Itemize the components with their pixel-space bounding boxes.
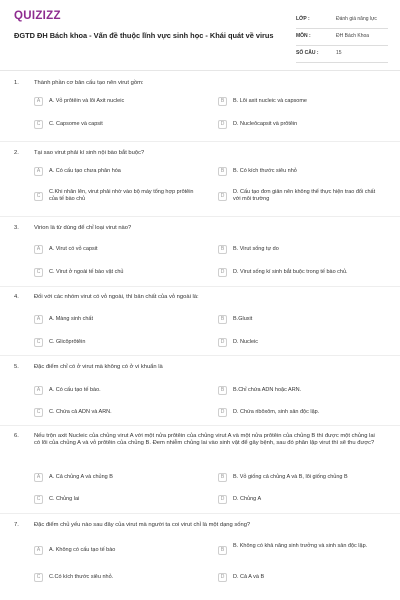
option-text: C. Chủng lai: [49, 496, 80, 502]
worksheet-title: ĐGTD ĐH Bách khoa - Vấn đề thuộc lĩnh vực sinh học - Khái quát về virus: [14, 31, 274, 40]
option-text: B.Gluxit: [233, 316, 253, 322]
option-text: B. Lõi axit nucleic và capsome: [233, 98, 307, 104]
option-text: D. Nucleic: [233, 339, 259, 345]
option-text: C.Khi nhân lên, virut phải nhờ vào bộ máy tổng hợp prôtêin của tế bào chủ: [49, 189, 194, 202]
option-text: B.Chỉ chứa ADN hoặc ARN.: [233, 387, 302, 393]
option-letter-box: D: [218, 268, 227, 277]
option-letter-box: D: [218, 120, 227, 129]
option-text: D. Cấu tạo đơn giản nên không thể thực hiện trao đổi chất với môi trường: [233, 189, 376, 202]
option-text: D. Chứa ribôxôm, sinh sản độc lập.: [233, 409, 320, 415]
question-number: 3.: [14, 225, 19, 231]
option-letter-box: A: [34, 97, 43, 106]
option-letter-box: C: [34, 120, 43, 129]
option-text: D. Virut sống kí sinh bắt buộc trong tế bào chủ.: [233, 269, 348, 275]
question-number: 4.: [14, 294, 19, 300]
option-letter-box: D: [218, 408, 227, 417]
option-letter-box: D: [218, 573, 227, 582]
meta-row-class: [296, 11, 388, 29]
meta-row-count: [296, 45, 388, 63]
question-text: Virion là từ dùng để chỉ loại virut nào?: [34, 225, 132, 231]
question-divider: [0, 355, 400, 356]
option-text: A. Màng sinh chất: [49, 316, 94, 322]
option-text: C. Chứa cả ADN và ARN.: [49, 409, 112, 415]
meta-key: MÔN :: [296, 33, 311, 39]
question-number: 2.: [14, 150, 19, 156]
header-divider: [0, 70, 400, 71]
option-letter-box: C: [34, 192, 43, 201]
question-text: Thành phần cơ bản cấu tạo nên virut gồm:: [34, 80, 144, 86]
question-number: 6.: [14, 433, 19, 439]
question-divider: [0, 141, 400, 142]
option-letter-box: A: [34, 245, 43, 254]
option-letter-box: D: [218, 192, 227, 201]
meta-row-subject: [296, 28, 388, 46]
option-text: C. Capsome và capsit: [49, 121, 103, 127]
option-letter-box: B: [218, 315, 227, 324]
question-text: Đặc điểm chỉ có ở virut mà không có ở vi khuẩn là: [34, 364, 163, 370]
meta-key: LỚP :: [296, 16, 310, 22]
question-number: 1.: [14, 80, 19, 86]
option-letter-box: B: [218, 97, 227, 106]
option-letter-box: D: [218, 495, 227, 504]
question-divider: [0, 286, 400, 287]
meta-value: Đánh giá năng lực: [336, 16, 377, 22]
meta-value: ĐH Bách Khoa: [336, 33, 370, 39]
option-text: C.Có kích thước siêu nhỏ.: [49, 574, 114, 580]
option-text: A. Vỏ prôtêin và lõi Axit nucleic: [49, 98, 125, 104]
option-letter-box: C: [34, 338, 43, 347]
option-text: C. Virut ở ngoài tế bào vật chủ: [49, 269, 124, 275]
logo-text: QUIZIZZ: [14, 10, 61, 22]
question-text: Đối với các nhóm virut có vỏ ngoài, thì bản chất của vỏ ngoài là:: [34, 294, 199, 300]
question-divider: [0, 425, 400, 426]
option-letter-box: A: [34, 167, 43, 176]
option-letter-box: C: [34, 268, 43, 277]
meta-value: 15: [336, 50, 342, 56]
option-letter-box: B: [218, 546, 227, 555]
option-text: B. Virut sống tự do: [233, 246, 279, 252]
option-text: D. Cả A và B: [233, 574, 265, 580]
option-text: A. Virut có vỏ capsit: [49, 246, 98, 252]
option-letter-box: B: [218, 473, 227, 482]
worksheet-header: [0, 0, 400, 66]
option-text: C. Glicôprôtêin: [49, 339, 86, 345]
meta-key: SỐ CÂU :: [296, 50, 319, 56]
question-divider: [0, 216, 400, 217]
option-letter-box: A: [34, 315, 43, 324]
option-letter-box: A: [34, 473, 43, 482]
question-text: Nếu trộn axit Nucleic của chủng virut A với một nửa prôtêin của chủng virut A và một nửa prôtêin của chủng B thì được một chủng lai có lõi của chủng A và vỏ prôtêin của chủng B. Đem nhiễm chủng lai vào sinh vật để gây bệnh, sau đó phân lập virut thì sẽ thu được?: [34, 433, 375, 447]
option-letter-box: B: [218, 386, 227, 395]
question-text: Tại sao virut phải kí sinh nội bào bắt buộc?: [34, 150, 145, 156]
option-text: D. Chủng A: [233, 496, 262, 502]
question-number: 5.: [14, 364, 19, 370]
option-text: B. Không có khả năng sinh trưởng và sinh sản độc lập.: [233, 543, 368, 549]
option-text: B. Vỏ giống cả chủng A và B, lõi giống chủng B: [233, 474, 348, 480]
quizizz-logo: [14, 10, 61, 22]
option-letter-box: C: [34, 495, 43, 504]
option-letter-box: A: [34, 546, 43, 555]
question-text: Đặc điểm chủ yếu nào sau đây của virut mà người ta coi virut chỉ là một dạng sống?: [34, 522, 251, 528]
option-letter-box: B: [218, 167, 227, 176]
option-text: A. Cả chủng A và chủng B: [49, 474, 113, 480]
option-letter-box: C: [34, 573, 43, 582]
option-letter-box: A: [34, 386, 43, 395]
option-text: A. Có cấu tạo chưa phân hóa: [49, 168, 121, 174]
question-divider: [0, 513, 400, 514]
option-letter-box: C: [34, 408, 43, 417]
option-text: B. Có kích thước siêu nhỏ: [233, 168, 297, 174]
option-text: A. Có cấu tạo tế bào.: [49, 387, 101, 393]
option-text: A. Không có cấu tạo tế bào: [49, 547, 116, 553]
option-letter-box: D: [218, 338, 227, 347]
option-text: D. Nucleôcapsit và prôtêin: [233, 121, 298, 127]
question-number: 7.: [14, 522, 19, 528]
option-letter-box: B: [218, 245, 227, 254]
